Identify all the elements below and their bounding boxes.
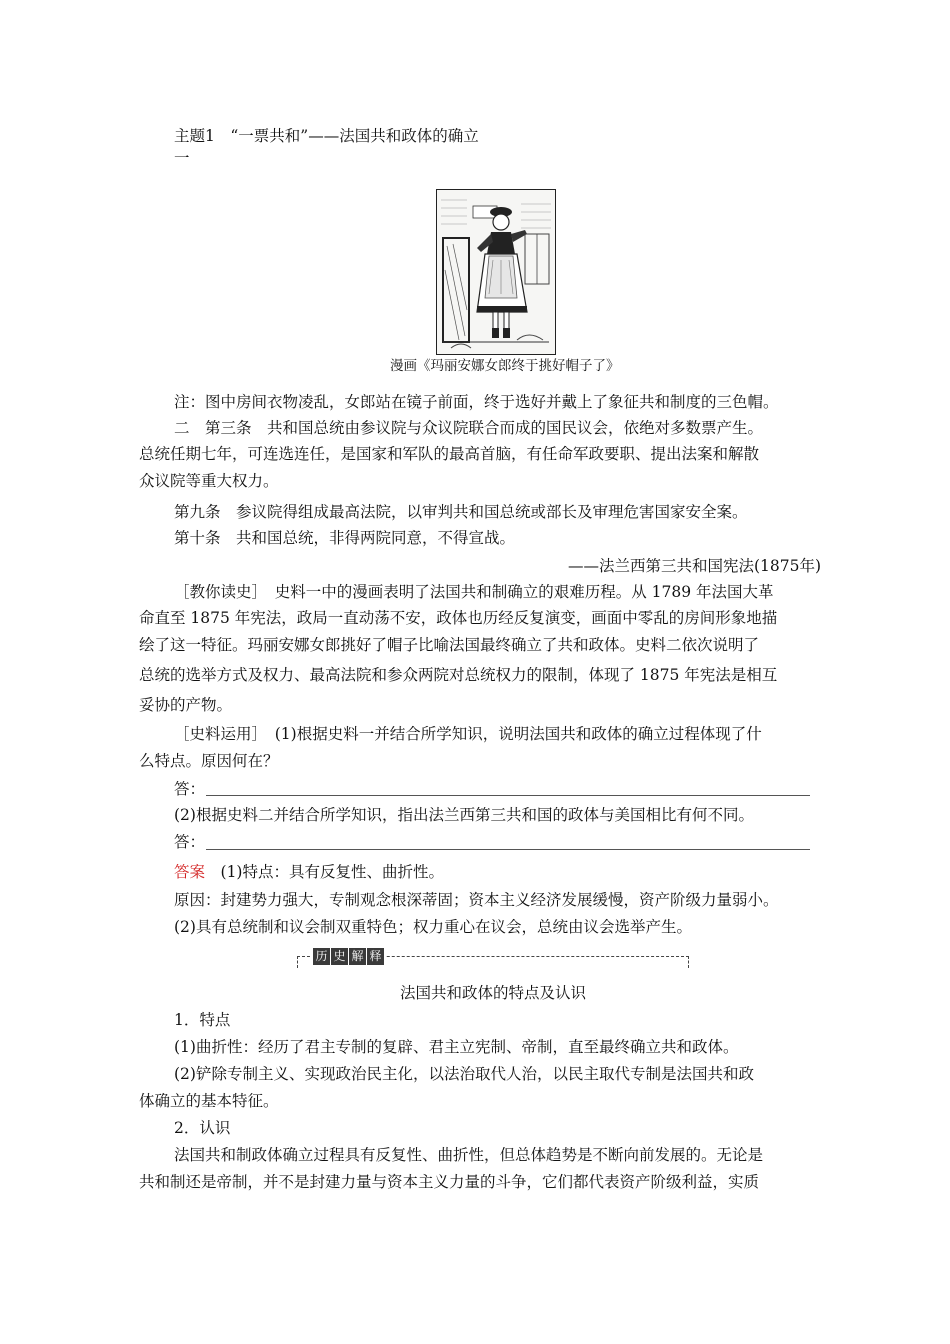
question-2: (2)根据史料二并结合所学知识，指出法兰西第三共和国的政体与美国相比有何不同。 [174, 806, 754, 824]
tag-char: 史 [331, 948, 348, 965]
history-explanation-tag [311, 948, 386, 965]
article-ten: 第十条 共和国总统，非得两院同意，不得宣战。 [174, 529, 516, 547]
tag-char: 解 [349, 948, 366, 965]
history-explanation-banner [297, 949, 689, 974]
answer-label-1: 答： [174, 780, 206, 798]
reading-line-4: 总统的选举方式及权力、最高法院和参众两院对总统权力的限制，体现了 1875 年宪法是相互 [139, 666, 778, 684]
source-citation: ——法兰西第三共和国宪法(1875年) [568, 557, 822, 575]
cartoon-illustration [436, 189, 556, 355]
reading-line-3: 绘了这一特征。玛丽安娜女郎挑好了帽子比喻法国最终确立了共和政体。史料二依次说明了 [139, 636, 760, 654]
explanation-title: 法国共和政体的特点及认识 [400, 984, 587, 1002]
feature-2-line-2: 体确立的基本特征。 [139, 1092, 279, 1110]
article-nine: 第九条 参议院得组成最高法院，以审判共和国总统或部长及审理危害国家安全案。 [174, 503, 748, 521]
tag-char: 历 [313, 948, 330, 965]
topic-heading: 主题1 “一票共和”——法国共和政体的确立 [174, 127, 479, 145]
source-two-line-3: 众议院等重大权力。 [139, 472, 279, 490]
woman-with-hat-drawing [437, 190, 555, 354]
answer-blank-2[interactable] [206, 849, 810, 850]
answer-line-3: (2)具有总统制和议会制双重特色；权力重心在议会，总统由议会选举产生。 [174, 918, 692, 936]
tag-char: 释 [367, 948, 384, 965]
answer-line-1 [174, 862, 444, 882]
understanding-line-2: 共和制还是帝制，并不是封建力量与资本主义力量的斗争，它们都代表资产阶级利益，实质 [139, 1173, 760, 1191]
feature-2-line-1: (2)铲除专制主义、实现政治民主化，以法治取代人治，以民主取代专制是法国共和政 [174, 1065, 754, 1083]
features-heading: 1．特点 [174, 1011, 231, 1029]
cartoon-caption: 漫画《玛丽安娜女郎终于挑好帽子了》 [390, 358, 620, 374]
source-one-marker: 一 [174, 149, 190, 167]
answer-text-1: (1)特点：具有反复性、曲折性。 [205, 863, 444, 881]
understanding-line-1: 法国共和制政体确立过程具有反复性、曲折性，但总体趋势是不断向前发展的。无论是 [174, 1146, 764, 1164]
reading-line-5: 妥协的产物。 [139, 696, 233, 714]
feature-1: (1)曲折性：经历了君主专制的复辟、君主立宪制、帝制，直至最终确立共和政体。 [174, 1038, 739, 1056]
answer-blank-1[interactable] [206, 795, 810, 796]
cartoon-note: 注：图中房间衣物凌乱，女郎站在镜子前面，终于选好并戴上了象征共和制度的三色帽。 [174, 393, 779, 411]
answer-line-2: 原因：封建势力强大，专制观念根深蒂固；资本主义经济发展缓慢，资产阶级力量弱小。 [174, 891, 779, 909]
source-two-line-1: 二 第三条 共和国总统由参议院与众议院联合而成的国民议会，依绝对多数票产生。 [174, 419, 764, 437]
source-two-line-2: 总统任期七年，可连选连任，是国家和军队的最高首脑，有任命军政要职、提出法案和解散 [139, 445, 760, 463]
question-1-line-2: 么特点。原因何在？ [139, 752, 279, 770]
question-1-line-1: ［史料运用］ (1)根据史料一并结合所学知识，说明法国共和政体的确立过程体现了什 [174, 725, 762, 743]
understanding-heading: 2．认识 [174, 1119, 231, 1137]
answer-label-2: 答： [174, 833, 206, 851]
reading-line-1: ［教你读史］ 史料一中的漫画表明了法国共和制确立的艰难历程。从 1789 年法国大革 [174, 583, 774, 601]
answer-label: 答案 [174, 863, 206, 881]
reading-line-2: 命直至 1875 年宪法，政局一直动荡不安，政体也历经反复演变，画面中零乱的房间形象地描 [139, 609, 778, 627]
